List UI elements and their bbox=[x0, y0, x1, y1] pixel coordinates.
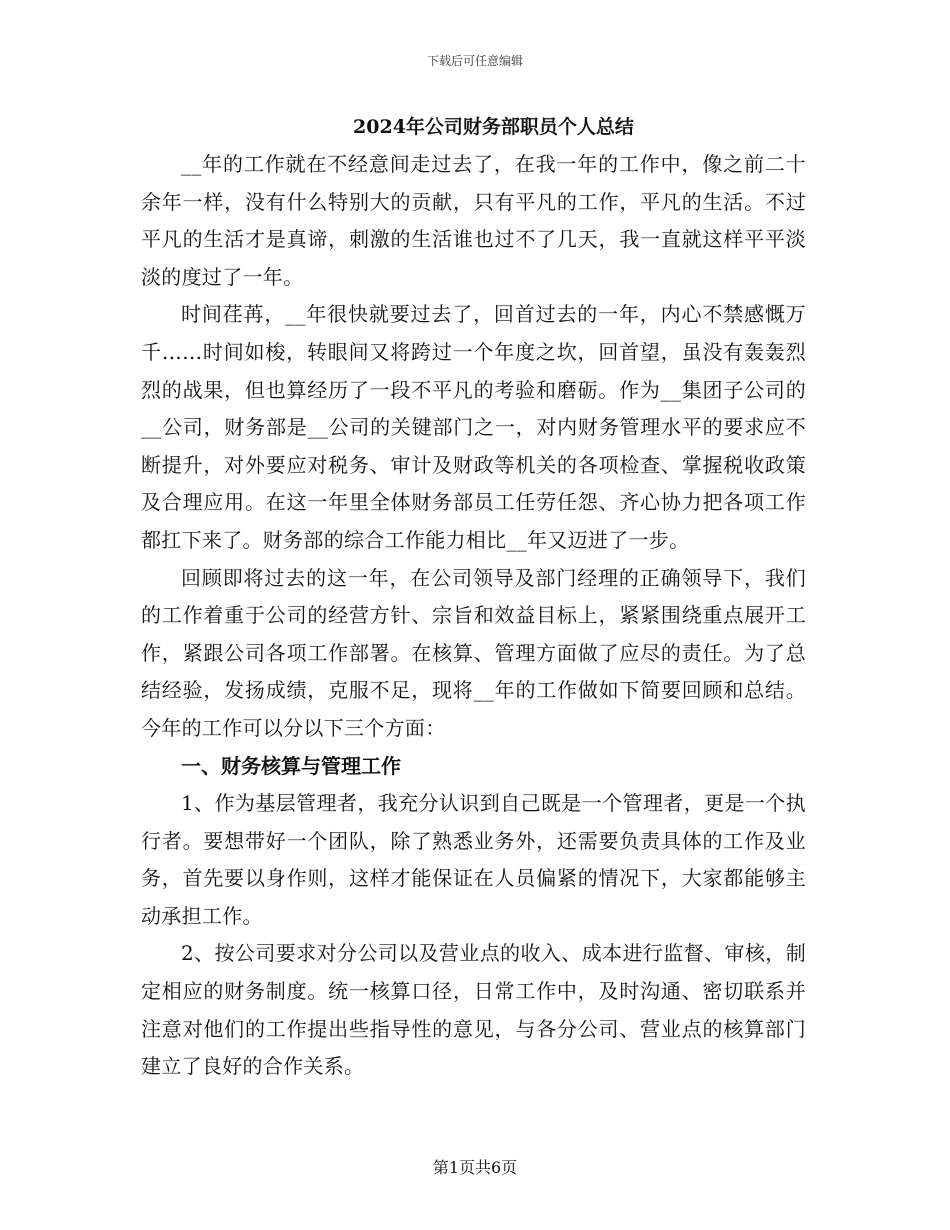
list-item: 1、作为基层管理者，我充分认识到自己既是一个管理者，更是一个执行者。要想带好一个团队，除了熟悉业务外，还需要负责具体的工作及业务，首先要以身作则，这样才能保证在人员偏紧的情况下，大家都能够主动承担工作。 bbox=[141, 791, 806, 928]
document-body bbox=[141, 108, 806, 1086]
page-footer: 第1页共6页 bbox=[432, 1158, 518, 1177]
section-heading-accounting: 一、财务核算与管理工作 bbox=[181, 753, 401, 778]
document-title: 2024年公司财务部职员个人总结 bbox=[353, 116, 634, 138]
paragraph-overview: 回顾即将过去的这一年，在公司领导及部门经理的正确领导下，我们的工作着重于公司的经营方针、宗旨和效益目标上，紧紧围绕重点展开工作，紧跟公司各项工作部署。在核算、管理方面做了应尽的责任。为了总结经验，发扬成绩，克服不足，现将__年的工作做如下简要回顾和总结。今年的工作可以分以下三个方面： bbox=[141, 565, 806, 740]
paragraph-intro: __年的工作就在不经意间走过去了，在我一年的工作中，像之前二十余年一样，没有什么特别大的贡献，只有平凡的工作，平凡的生活。不过平凡的生活才是真谛，刺激的生活谁也过不了几天，我一直就这样平平淡淡的度过了一年。 bbox=[141, 152, 806, 289]
paragraph-reflection: 时间荏苒，__年很快就要过去了，回首过去的一年，内心不禁感慨万千……时间如梭，转眼间又将跨过一个年度之坎，回首望，虽没有轰轰烈烈的战果，但也算经历了一段不平凡的考验和磨砺。作为__集团子公司的__公司，财务部是__公司的关键部门之一，对内财务管理水平的要求应不断提升，对外要应对税务、审计及财政等机关的各项检查、掌握税收政策及合理应用。在这一年里全体财务部员工任劳任怨、齐心协力把各项工作都扛下来了。财务部的综合工作能力相比__年又迈进了一步。 bbox=[141, 302, 806, 552]
list-item: 2、按公司要求对分公司以及营业点的收入、成本进行监督、审核，制定相应的财务制度。统一核算口径，日常工作中，及时沟通、密切联系并注意对他们的工作提出些指导性的意见，与各分公司、营业点的核算部门建立了良好的合作关系。 bbox=[141, 941, 806, 1079]
page-header: 下载后可任意编辑 bbox=[426, 54, 523, 68]
